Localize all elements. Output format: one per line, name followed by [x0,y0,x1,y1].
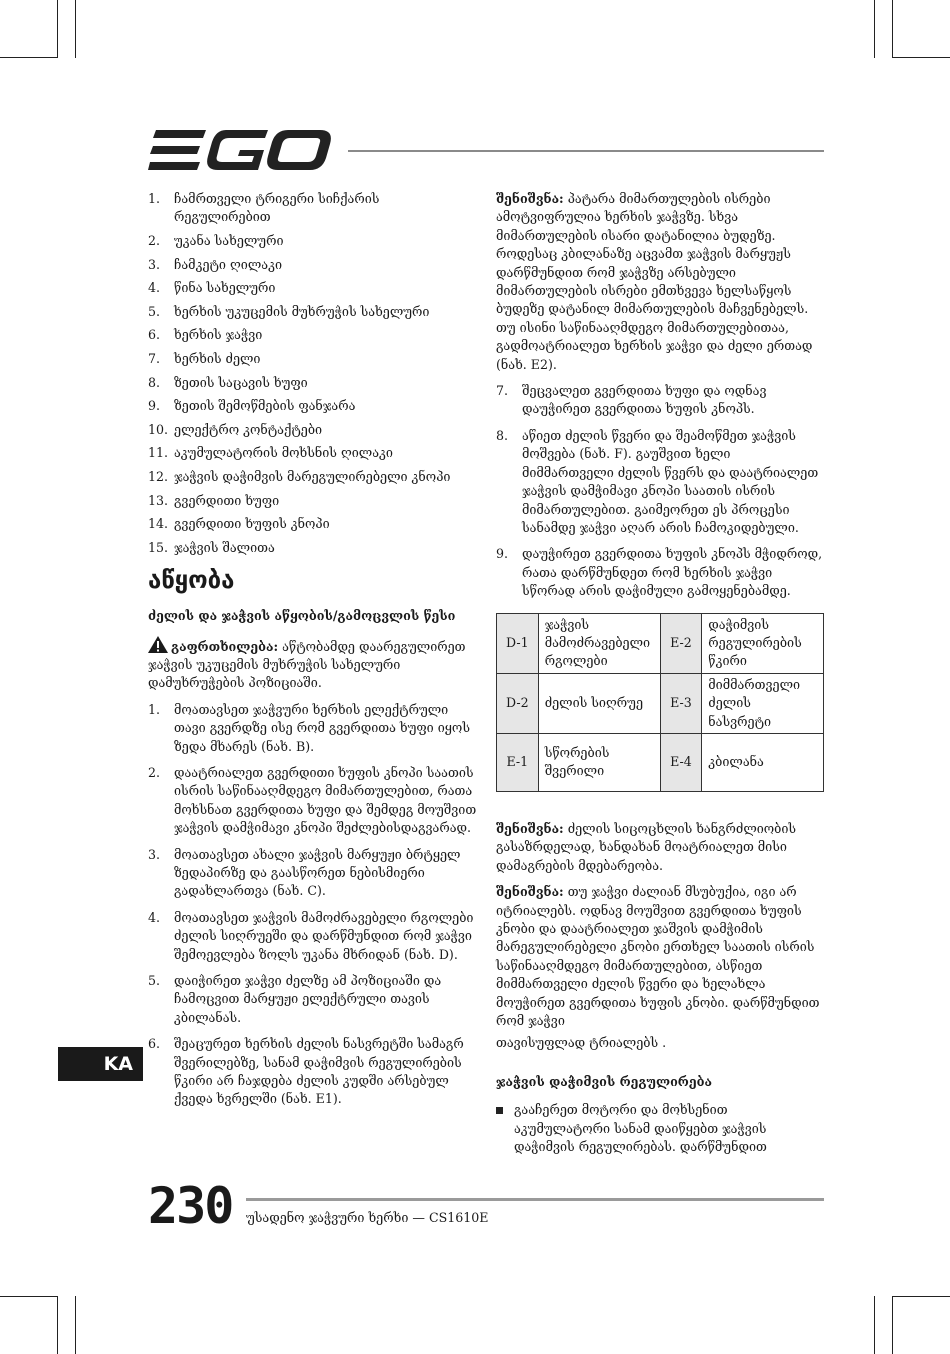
step-text: მოათავსეთ ჯაჭვის მამოძრავებელი რგოლები ძელის სიღრუეში და დარწმუნდით რომ ჯაჭვი შემოევლება ზოლს უკანა მხრიდან (ნახ. D). [174,909,474,962]
note-chain-tension-tail: თავისუფლად ტრიალებს . [496,1035,667,1051]
note-text: ძელის სიცოცხლის ხანგრძლიობის გასაზრდელად, ხანდახან მოატრიალეთ მისი დამაგრების მდებარეობა. [496,820,797,873]
list-item [148,515,478,533]
step-text: შეაცურეთ ხერხის ძელის ნასვრეტში სამაგრ შვერილებზე, სანამ დაჭიმვის რეგულირების წკირი არ ჩაჯდება ძელის კუდში არსებულ ქვედა ხვრელში (ნახ. E1). [174,1036,464,1107]
crop-mark [874,0,875,58]
list-item [148,421,478,439]
note-text: პატარა მიმართულების ისრები ამოტვიფრულია ხერხის ჯაჭვზე. სხვა მიმართულების ისარი დატანილია ბუდეზე. როდესაც კბილანაზე აცვამთ ჯაჭვის მარყუჟს დარწმუნდით რომ ჯაჭვზე არსებული მიმართულების ისრები ემთხვევა ხელსაწყოს ბუდეზე დატანილ მიმართულების მაჩვენებელს. თუ ისინი საწინააღმდეგო მიმართულებითაა, გადმოატრიალეთ ხერხის ჯაჭვი და ძელი ერთად (ნახ. E2). [496,191,813,372]
crop-mark [75,1296,76,1354]
list-item [148,350,478,368]
list-item-text: ხერხის უკუცემის მუხრუჭის სახელური [174,303,430,319]
list-item [148,374,478,392]
footer-text: უსადენო ჯაჭვური ხერხი — CS1610E [246,1210,489,1225]
table-row [497,673,824,733]
list-item-text: აკუმულატორის მოხსნის ღილაკი [174,445,393,461]
list-item-number: 1. [148,191,161,206]
step-text: შეცვალეთ გვერდითა ხუფი და ოდნავ დაუჭირეთ გვერდითა ხუფის კნოპს. [522,383,767,417]
step-item [148,1035,478,1109]
crop-mark [892,1296,950,1297]
list-item [148,279,478,297]
bullet-square-icon [496,1101,514,1156]
list-item [148,232,478,250]
step-number: 4. [148,909,161,925]
crop-mark [892,1296,893,1354]
table-cell-desc: დაჭიმვის რეგულირების წკირი [702,613,824,673]
right-column [496,190,826,1156]
subsection-title: ძელის და ჯაჭვის აწყობის/გამოცვლის წესი [148,608,456,624]
list-item-number: 3. [148,256,161,272]
left-column [148,190,478,1117]
list-item [148,468,478,486]
list-item-text: ელექტრო კონტაქტები [174,421,323,437]
crop-mark [892,0,893,58]
subsection-title-tension: ჯაჭვის დაჭიმვის რეგულირება [496,1073,712,1089]
ego-logo [148,128,332,174]
warning-icon [148,636,168,653]
list-item-number: 6. [148,327,161,343]
list-item-number: 5. [148,303,161,319]
table-cell-code: D-2 [497,673,539,733]
note-chain-tension [496,883,826,1030]
list-item-number: 4. [148,280,161,296]
list-item [148,303,478,321]
list-item [148,539,478,557]
list-item-number: 13. [148,492,169,508]
step-number: 3. [148,846,161,862]
warning-text: აწტობამდე დაარეგულირეთ ჯაჭვის უკუცემის მუხრუჭის სახელური დამუხრუჭების პოზიციაში. [148,638,466,691]
step-number: 5. [148,973,161,989]
step-text: მოათავსეთ ჯაჭვური ხერხის ელექტრული თავი გვერდზე ისე რომ გვერდითა ხუფი იყოს ზედა მხარეს (ნახ. B). [174,701,470,754]
parts-list [148,190,478,557]
step-number: 2. [148,764,161,780]
table-cell-code: E-1 [497,733,539,791]
step-item [148,909,478,964]
page-number: 230 [148,1177,233,1235]
list-item [148,326,478,344]
list-item-text: წინა სახელური [174,280,276,296]
tension-bullet-list [496,1101,826,1156]
crop-mark [0,57,58,58]
list-item-text: ზეთის შემოწმების ფანჯარა [174,398,356,414]
note-label: შენიშვნა: [496,884,564,900]
list-item [148,256,478,274]
list-item-number: 11. [148,445,169,461]
crop-mark [57,0,58,58]
crop-mark [57,1296,58,1354]
section-title: აწყობა [148,566,235,595]
list-item-number: 14. [148,516,169,532]
table-cell-code: D-1 [497,613,539,673]
crop-mark [0,1296,58,1297]
step-item [148,764,478,838]
assembly-steps-left [148,701,478,1109]
list-item-text: გვერდითი ხუფის კნოპი [174,516,330,532]
header-rule [348,150,824,152]
table-row [497,613,824,673]
table-row [497,733,824,791]
table-cell-desc: სწორების შვერილი [538,733,660,791]
list-item-number: 7. [148,350,161,366]
note-direction [496,190,826,374]
list-item-text: ჩამკეტი ღილაკი [174,256,282,272]
step-number: 1. [148,701,161,717]
note-label: შენიშვნა: [496,820,564,836]
bullet-item [496,1101,826,1156]
note-label: შენიშვნა: [496,191,564,206]
list-item-text: ჯაჭვის შალითა [174,539,275,555]
list-item [148,444,478,462]
step-number: 6. [148,1036,161,1052]
step-text: დაუჭირეთ გვერდითა ხუფის კნოპს მჭიდროდ, რათა დარწმუნდეთ რომ ხერხის ჯაჭვი სწორად არის დაჭიმული გამოყენებამდე. [522,546,823,599]
list-item-number: 9. [148,398,161,414]
step-text: დაატრიალეთ გვერდითი ხუფის კნოპი საათის ისრის საწინააღმდეგო მიმართულებით, რათა მოხსნათ გვერდითა ხუფი და შემდეგ მოუშვით ჯაჭვის დამჭიმავი კნოპი შეძლებისდაგვარად. [174,764,477,836]
bullet-text: გააჩერეთ მოტორი და მოხსენით აკუმულატორი სანამ დაიწყებთ ჯაჭვის დაჭიმვის რეგულირებას. დარწმუნდით [514,1102,767,1155]
assembly-steps-right [496,382,826,600]
step-item [148,972,478,1027]
table-cell-code: E-3 [660,673,702,733]
step-text: დაიჭირეთ ჯაჭვი ძელზე ამ პოზიციაში და ჩამოცვით მარყუჟი ელექტრული თავის კბილანას. [174,973,442,1025]
step-item [148,846,478,901]
list-item-number: 12. [148,468,169,484]
step-number: 8. [496,427,509,443]
list-item-text: ხერხის ჯაჭვი [174,327,263,343]
table-cell-desc: ჯაჭვის მამოძრავებელი რგოლები [538,613,660,673]
step-item [496,545,826,600]
list-item-text: ზეთის საცავის ხუფი [174,374,308,390]
list-item [148,397,478,415]
table-cell-desc: მიმმართველი ძელის ნასვრეტი [702,673,824,733]
table-cell-code: E-2 [660,613,702,673]
crop-mark [892,57,950,58]
step-item [148,701,478,756]
parts-reference-table [496,613,824,792]
list-item-number: 8. [148,374,161,390]
language-tab: KA [58,1047,143,1081]
warning-label: გაფრთხილება: [171,638,279,654]
list-item [148,190,478,227]
step-text: მოათავსეთ ახალი ჯაჭვის მარყუჟი ბრტყელ ზედაპირზე და გაასწორეთ ნებისმიერი გადახლართვა (ნახ. C). [174,846,461,899]
note-text: თუ ჯაჭვი ძალიან მსუბუქია, იგი არ იტრიალებს. ოდნავ მოუშვით გვერდითა ხუფის კნობი და დაატრიალეთ ჯაშვის დამჭიმის მარეგულირებელი კნობი ერთხელ საათის ისრის საწინააღმდეგო მიმართულებით, ასწიეთ მიმმართველი ძელის წვერი და ხელახლა მოუჭირეთ გვერდითა ხუფის კნობი. დარწმუნდით რომ ჯაჭვი [496,884,820,1029]
list-item-number: 2. [148,233,161,248]
list-item [148,492,478,510]
list-item-number: 10. [148,421,169,437]
step-item [496,382,826,419]
warning-paragraph [148,636,478,693]
table-cell-desc: ძელის სიღრუე [538,673,660,733]
list-item-text: ხერხის ძელი [174,350,261,366]
step-number: 9. [496,546,509,562]
step-item [496,427,826,537]
step-number: 7. [496,383,509,399]
list-item-text: უკანა სახელური [174,233,284,248]
crop-mark [874,1296,875,1354]
list-item-text: გვერდითი ხუფი [174,492,280,508]
footer-rule [246,1198,824,1201]
crop-mark [75,0,76,58]
step-text: აწიეთ ძელის წვერი და შეამოწმეთ ჯაჭვის მოშვება (ნახ. F). გაუშვით ხელი მიმმართველი ძელის წვერს და დაატრიალეთ ჯაჭვის დამჭიმავი კნოპი საათის ისრის მიმართულებით. გაიმეორეთ ეს პროცესი სანამდე ჯაჭვი აღარ არის ჩამოკიდებული. [522,427,819,535]
list-item-text: ჩამრთველი ტრიგერი სიჩქარის რეგულირებით [174,191,380,225]
table-cell-desc: კბილანა [702,733,824,791]
table-cell-code: E-4 [660,733,702,791]
note-bar-life [496,820,826,875]
list-item-text: ჯაჭვის დაჭიმვის მარეგულირებელი კნოპი [174,468,451,484]
list-item-number: 15. [148,539,169,555]
